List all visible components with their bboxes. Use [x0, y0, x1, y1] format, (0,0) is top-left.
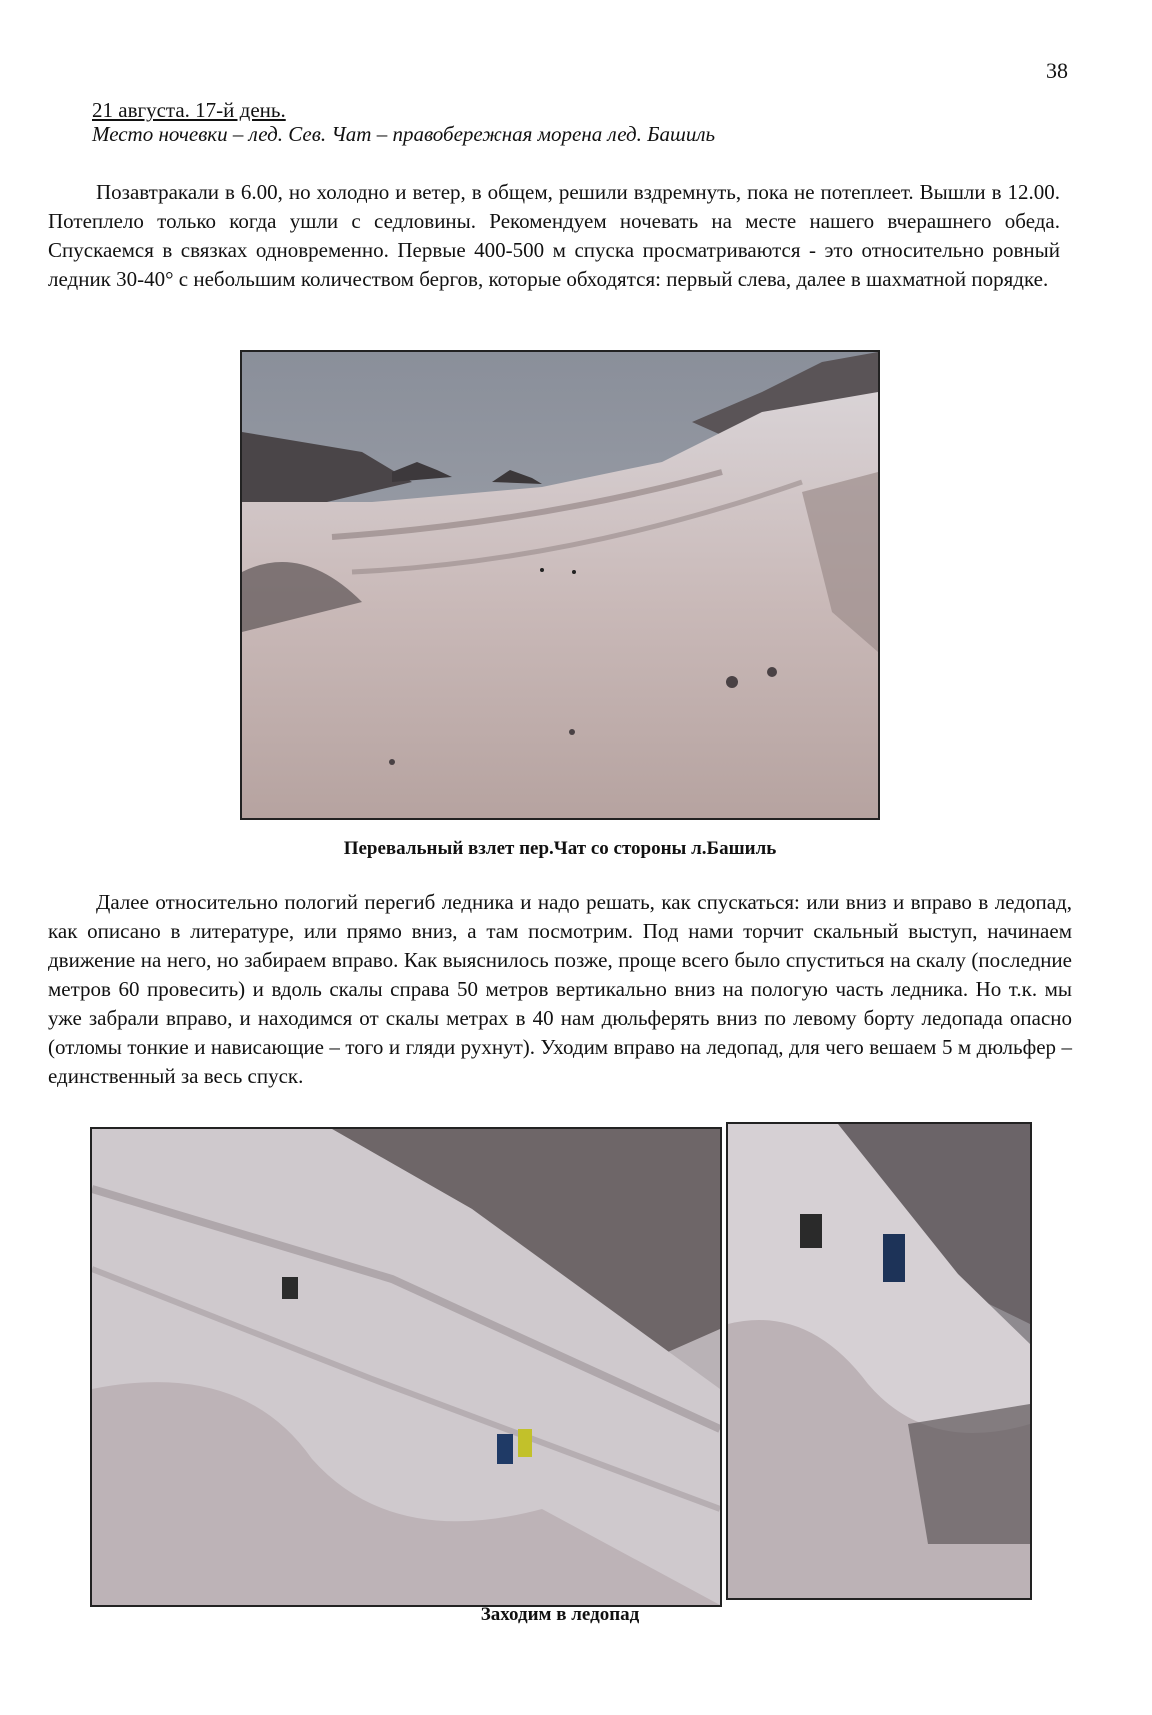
page-number: 38 — [1046, 58, 1068, 83]
caption-photos-2: Заходим в ледопад — [480, 1604, 640, 1625]
place-line: Место ночевки – лед. Сев. Чат – правобережная морена лед. Башиль — [92, 122, 716, 146]
photo-icefall-left — [90, 1127, 722, 1607]
photo-icefall-right — [726, 1122, 1032, 1600]
paragraph-2: Далее относительно пологий перегиб ледника и надо решать, как спускаться: или вниз и вправо в ледопад, как описано в литературе, или прямо вниз, а там посмотрим. Под нами торчит скальный выступ, начинаем движение на него, но забираем вправо. Как выяснилось позже, проще всего было спуститься на скалу (последние метров 60 провесить) и вдоль скалы справа 50 метров вертикально вниз на пологую часть ледника. Но т.к. мы уже забрали вправо, и находимся от скалы метрах в 40 нам дюльферять вниз по левому борту ледопада опасно (отломы тонкие и нависающие – того и гляди рухнут). Уходим вправо на ледопад, для чего вешаем 5 м дюльфер – единственный за весь спуск. — [48, 890, 1072, 1088]
paragraph-1: Позавтракали в 6.00, но холодно и ветер, в общем, решили вздремнуть, пока не потеплеет. Вышли в 12.00. Потеплело только когда ушли с седловины. Рекомендуем ночевать на месте нашего вчерашнего обеда. Спускаемся в связках одновременно. Первые 400-500 м спуска просматриваются - это относительно ровный ледник 30-40° с небольшим количеством бергов, которые обходятся: первый слева, далее в шахматной порядке. — [48, 180, 1060, 291]
photo-glacier-pass — [240, 350, 880, 820]
date-heading: 21 августа. 17-й день. — [92, 98, 286, 122]
caption-photo-1: Перевальный взлет пер.Чат со стороны л.Башиль — [343, 838, 777, 859]
